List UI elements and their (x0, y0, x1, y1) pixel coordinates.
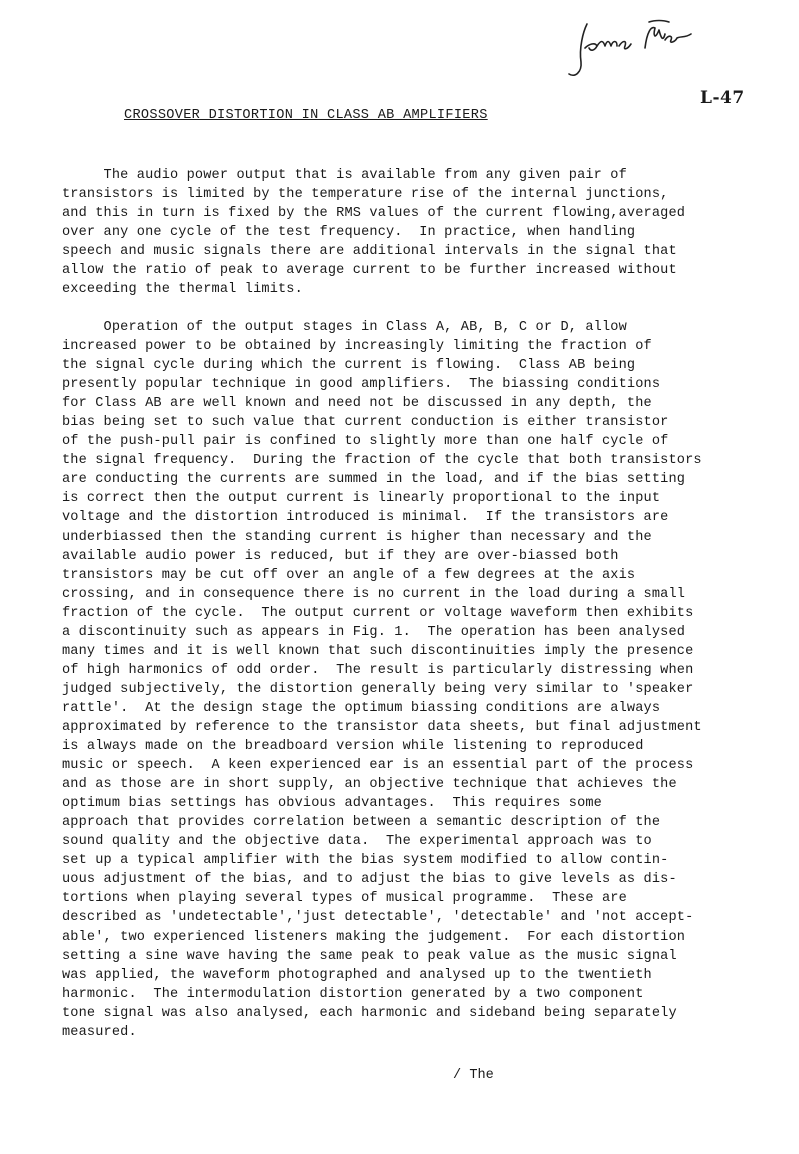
document-title: CROSSOVER DISTORTION IN CLASS AB AMPLIFIERS (124, 108, 488, 123)
text-line: tone signal was also analysed, each harmonic and sideband being separately (62, 1005, 677, 1021)
text-line: was applied, the waveform photographed and analysed up to the twentieth (62, 967, 652, 983)
text-line: speech and music signals there are additional intervals in the signal that (62, 244, 677, 260)
text-line: judged subjectively, the distortion generally being very similar to 'speaker (62, 681, 694, 697)
text-line: a discontinuity such as appears in Fig. 1. The operation has been analysed (62, 624, 686, 640)
text-line: of the push-pull pair is confined to slightly more than one half cycle of (62, 434, 669, 450)
text-line: fraction of the cycle. The output current or voltage waveform then exhibits (62, 605, 694, 621)
text-line: and this in turn is fixed by the RMS values of the current flowing,averaged (62, 206, 686, 222)
text-line: for Class AB are well known and need not be discussed in any depth, the (62, 396, 652, 412)
page-continuation: / The (453, 1068, 494, 1083)
text-line: the signal cycle during which the current is flowing. Class AB being (62, 358, 636, 374)
text-line: exceeding the thermal limits. (62, 282, 303, 298)
text-line: of high harmonics of odd order. The result is particularly distressing when (62, 662, 694, 678)
text-line: music or speech. A keen experienced ear is an essential part of the process (62, 758, 694, 774)
text-line: set up a typical amplifier with the bias system modified to allow contin- (62, 853, 669, 869)
text-line: harmonic. The intermodulation distortion generated by a two component (62, 986, 644, 1002)
text-line: approach that provides correlation between a semantic description of the (62, 815, 661, 831)
text-line: described as 'undetectable','just detectable', 'detectable' and 'not accept- (62, 910, 694, 926)
text-line: increased power to be obtained by increasingly limiting the fraction of (62, 339, 652, 355)
text-line: sound quality and the objective data. The experimental approach was to (62, 834, 652, 850)
text-line: is correct then the output current is linearly proportional to the input (62, 491, 661, 507)
text-line: Operation of the output stages in Class A, AB, B, C or D, allow (62, 320, 627, 335)
page-number: L-47 (700, 88, 745, 108)
text-line: voltage and the distortion introduced is minimal. If the transistors are (62, 510, 669, 526)
text-line: allow the ratio of peak to average current to be further increased without (62, 263, 677, 279)
text-line: presently popular technique in good amplifiers. The biassing conditions (62, 377, 661, 393)
text-line: and as those are in short supply, an objective technique that achieves the (62, 777, 677, 793)
text-line: underbiassed then the standing current is higher than necessary and the (62, 529, 652, 545)
text-line: over any one cycle of the test frequency. In practice, when handling (62, 225, 636, 241)
text-line: approximated by reference to the transistor data sheets, but final adjustment (62, 719, 702, 735)
paragraph-2 (62, 318, 702, 1042)
text-line: able', two experienced listeners making the judgement. For each distortion (62, 929, 686, 945)
text-line: measured. (62, 1024, 137, 1040)
text-line: tortions when playing several types of musical programme. These are (62, 891, 627, 907)
text-line: available audio power is reduced, but if they are over-biassed both (62, 548, 619, 564)
text-line: transistors may be cut off over an angle of a few degrees at the axis (62, 567, 636, 583)
text-line: is always made on the breadboard version while listening to reproduced (62, 739, 644, 755)
text-line: optimum bias settings has obvious advantages. This requires some (62, 796, 602, 812)
text-line: rattle'. At the design stage the optimum biassing conditions are always (62, 700, 661, 716)
text-line: are conducting the currents are summed in the load, and if the bias setting (62, 472, 686, 488)
text-line: transistors is limited by the temperature rise of the internal junctions, (62, 187, 669, 203)
paragraph-1 (62, 166, 702, 299)
text-line: crossing, and in consequence there is no current in the load during a small (62, 586, 686, 602)
text-line: uous adjustment of the bias, and to adjust the bias to give levels as dis- (62, 872, 677, 888)
text-line: setting a sine wave having the same peak to peak value as the music signal (62, 948, 677, 964)
text-line: the signal frequency. During the fraction of the cycle that both transistors (62, 453, 702, 469)
handwritten-signature (565, 18, 695, 82)
text-line: many times and it is well known that such discontinuities imply the presence (62, 643, 694, 659)
text-line: The audio power output that is available from any given pair of (62, 168, 627, 183)
text-line: bias being set to such value that current conduction is either transistor (62, 415, 669, 431)
